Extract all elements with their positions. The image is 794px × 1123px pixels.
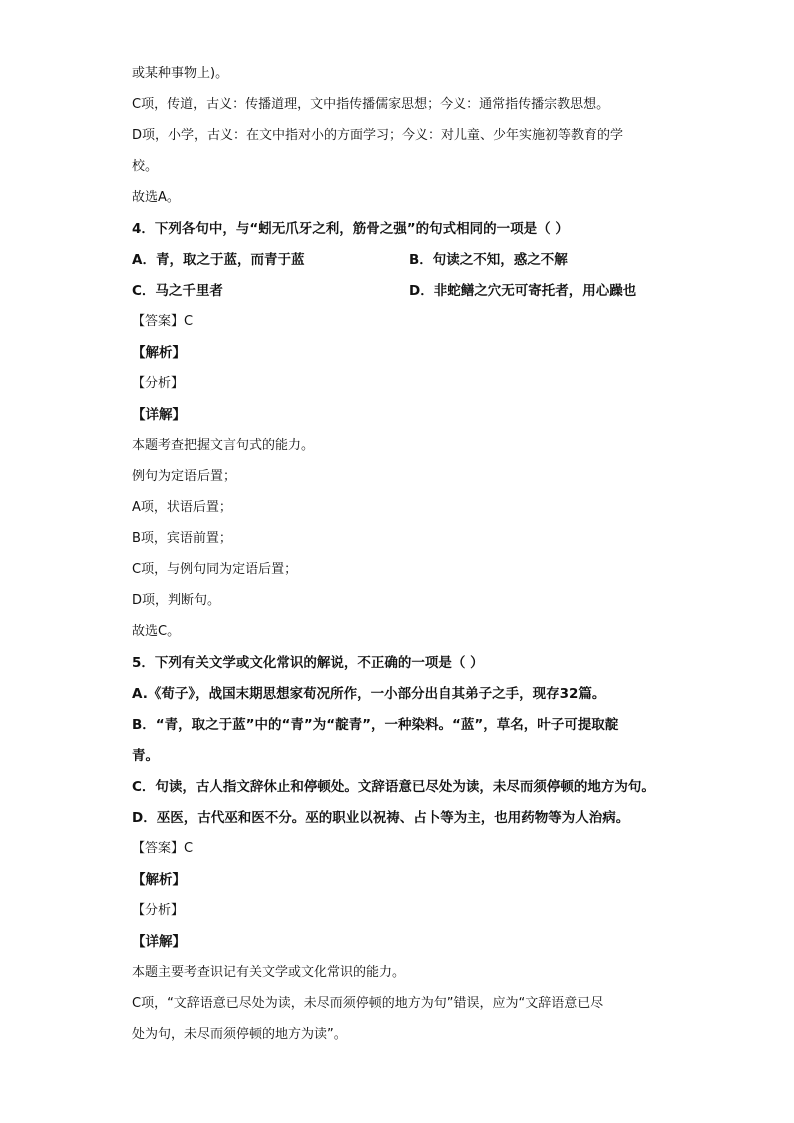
q4-answer: 【答案】C	[132, 314, 194, 329]
q4-explain-line: 本题考查把握文言句式的能力。	[132, 438, 315, 453]
q4-option-a: A．青，取之于蓝，而青于蓝	[132, 252, 305, 268]
q4-explain-line: D项，判断句。	[132, 593, 221, 608]
q5-option-b-line1: B．“青，取之于蓝”中的“青”为“靛青”，一种染料。“蓝”，草名，叶子可提取靛	[132, 717, 619, 733]
q4-fenxi-heading: 【分析】	[132, 376, 185, 391]
q4-explain-line: 故选C。	[132, 624, 181, 639]
q5-explain-line: C项，“文辞语意已尽处为读，未尽而须停顿的地方为句”错误，应为“文辞语意已尽	[132, 996, 604, 1011]
q4-option-d: D．非蛇鳝之穴无可寄托者，用心躁也	[409, 283, 637, 299]
q4-explain-line: A项，状语后置；	[132, 500, 232, 515]
prev-d-item-line1: D项，小学，古义：在文中指对小的方面学习；今义：对儿童、少年实施初等教育的学	[132, 128, 624, 143]
q4-jiexi-heading: 【解析】	[132, 345, 186, 361]
q4-explain-line: C项，与例句同为定语后置；	[132, 562, 298, 577]
q4-explain-line: B项，宾语前置；	[132, 531, 232, 546]
q5-option-c: C．句读，古人指文辞休止和停顿处。文辞语意已尽处为读，未尽而须停顿的地方为句。	[132, 779, 655, 795]
q4-xiangjie-heading: 【详解】	[132, 407, 186, 423]
q4-explain-line: 例句为定语后置；	[132, 469, 237, 484]
prev-c-item: C项，传道，古义：传播道理，文中指传播儒家思想；今义：通常指传播宗教思想。	[132, 97, 610, 112]
prev-d-item-line2: 校。	[132, 159, 159, 174]
q5-xiangjie-heading: 【详解】	[132, 934, 186, 950]
q5-explain-line: 本题主要考查识记有关文学或文化常识的能力。	[132, 965, 406, 980]
q4-stem: 4．下列各句中，与“蚓无爪牙之利，筋骨之强”的句式相同的一项是（ ）	[132, 221, 569, 237]
q5-explain-line: 处为句，未尽而须停顿的地方为读”。	[132, 1027, 347, 1042]
q5-answer: 【答案】C	[132, 841, 194, 856]
q5-option-d: D．巫医，古代巫和医不分。巫的职业以祝祷、占卜等为主，也用药物等为人治病。	[132, 810, 630, 826]
q5-option-b-line2: 青。	[132, 748, 159, 764]
prev-choice: 故选A。	[132, 190, 180, 205]
prev-line-continuation: 或某种事物上)。	[132, 66, 229, 81]
q4-option-c: C．马之千里者	[132, 283, 223, 299]
q5-jiexi-heading: 【解析】	[132, 872, 186, 888]
q5-stem: 5．下列有关文学或文化常识的解说，不正确的一项是（ ）	[132, 655, 484, 671]
q4-option-b: B．句读之不知，惑之不解	[409, 252, 568, 268]
q5-fenxi-heading: 【分析】	[132, 903, 185, 918]
q5-option-a: A.《荀子》，战国末期思想家荀况所作，一小部分出自其弟子之手，现存32篇。	[132, 686, 606, 702]
